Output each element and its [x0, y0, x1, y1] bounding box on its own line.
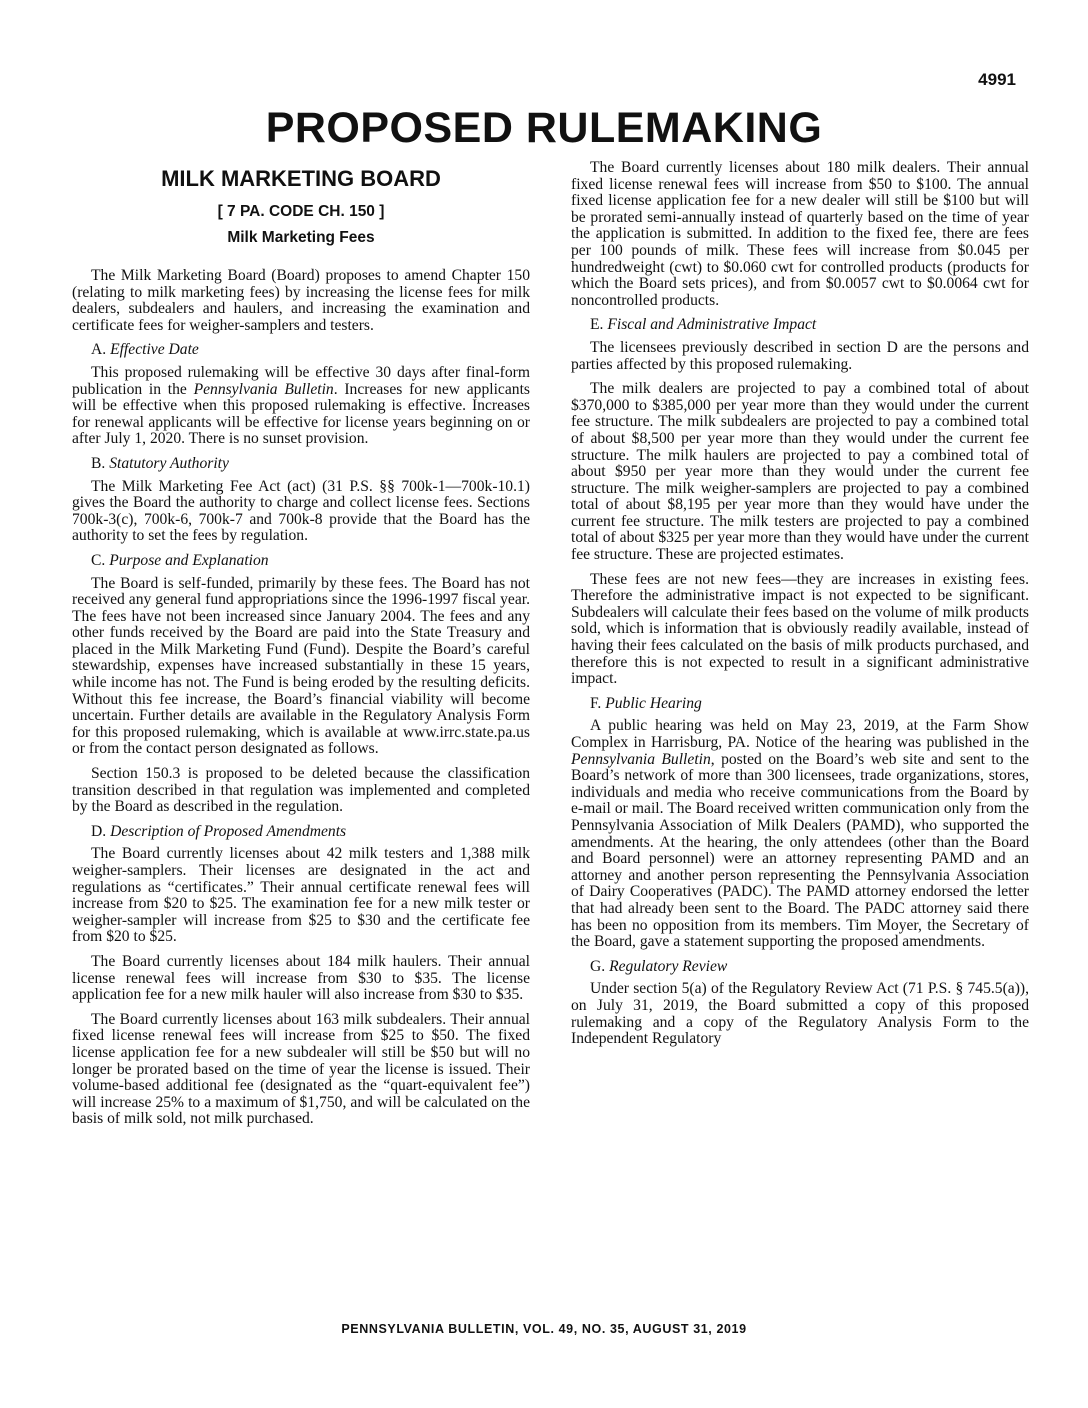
- section-f-paragraph: [571, 718, 1029, 950]
- section-letter: A.: [91, 341, 107, 359]
- text-run: , posted on the Board’s web site and sent to the Board’s network of more than 300 licensees, trade organizations, stores, individuals and media who receive communications from the Board by e-mail or mail. The Board received written communication only from the Pennsylvania Association of Milk Dealers (PAMD), who supported the amendments. At the hearing, the only attendees (other than the Board and Board personnel) were an attorney representing PAMD and an attorney and another person representing the Pennsylvania Association of Dairy Cooperatives (PADC). The PAMD attorney endorsed the letter that had already been sent to the Board. The PADC attorney said there has been no opposition from its members. Tim Moyer, the Secretary of the Board, gave a statement supporting the proposed amendments.: [571, 750, 1029, 951]
- text-run: This proposed rulemaking will be effective 30 days after final-form publication in the: [72, 363, 530, 398]
- section-e-heading: [571, 317, 1029, 334]
- section-title: Effective Date: [110, 341, 199, 359]
- section-title: Statutory Authority: [109, 454, 229, 472]
- publication-name: Pennsylvania Bulletin: [193, 380, 334, 398]
- section-title: Purpose and Explanation: [109, 551, 269, 569]
- text-run: . Increases for new applicants will be effective when this proposed rulemaking is effective. Increases for renewal applicants will be effective for license years beginning on or after July 1, 2020. There is no sunset provision.: [72, 380, 530, 448]
- page-footer: PENNSYLVANIA BULLETIN, VOL. 49, NO. 35, AUGUST 31, 2019: [341, 1322, 747, 1336]
- subject-heading: Milk Marketing Fees: [227, 229, 375, 246]
- section-title: Fiscal and Administrative Impact: [607, 316, 817, 334]
- publication-name: Pennsylvania Bulletin: [571, 750, 711, 768]
- section-d-paragraph-4: The Board currently licenses about 180 milk dealers. Their annual fixed license renewal fees will increase from $50 to $100. The annual fixed license application fee for a new dealer will still be $100 but will be prorated semi-annually instead of quarterly based on the time of year the application is submitted. In addition to the fixed fee, there are fees per 100 pounds of milk. These fees will increase from $0.045 per hundredweight (cwt) to $0.060 cwt for controlled products (products for which the Board sets prices), and from $0.0057 cwt to $0.0064 cwt for noncontrolled products.: [571, 159, 1029, 309]
- section-e-paragraph-2: The milk dealers are projected to pay a combined total of about $370,000 to $385,000 per year more than they would under the current fee structure. The milk subdealers are projected to pay a combined total of about $8,500 per year more than they would under the current fee structure. The milk haulers are projected to pay a combined total of about $950 per year more than they would under the current fee structure. The milk weigher-samplers are projected to pay a combined total of about $8,195 per year more than they would have under the current fee structure. The milk testers are projected to pay a combined total of about $325 per year more than they would have under the current fee structure. These are projected estimates.: [571, 380, 1029, 564]
- section-e-paragraph-1: The licensees previously described in section D are the persons and parties affected by this proposed rulemaking.: [571, 338, 1029, 373]
- section-g-paragraph: Under section 5(a) of the Regulatory Review Act (71 P.S. § 745.5(a)), on July 31, 2019, the Board submitted a copy of this proposed rulemaking and a copy of the Regulatory Analysis Form to the Independent Regulatory: [571, 980, 1029, 1048]
- section-f-heading: [571, 696, 1029, 713]
- section-a-paragraph: [72, 365, 530, 448]
- section-d-paragraph-2: The Board currently licenses about 184 milk haulers. Their annual license renewal fees will increase from $30 to $35. The license application fee for a new milk hauler will also increase from $30 to $35.: [72, 952, 530, 1004]
- section-title: Regulatory Review: [609, 957, 728, 975]
- section-b-heading: [72, 456, 530, 473]
- section-e-paragraph-3: These fees are not new fees—they are increases in existing fees. Therefore the administrative impact is not expected to be significant. Subdealers will calculate their fees based on the volume of milk products sold, which is information that is obviously readily available, instead of having their fees calculated on the basis of milk products purchased, and therefore this is not expected to result in a significant administrative impact.: [571, 570, 1029, 688]
- left-column: [72, 160, 530, 1128]
- section-letter: C.: [91, 551, 106, 569]
- section-c-heading: [72, 553, 530, 570]
- section-d-paragraph-3: The Board currently licenses about 163 milk subdealers. Their annual fixed license renewal fees will increase from $25 to $50. The fixed license application fee for a new subdealer will still be $50 but will no longer be prorated based on the time of year the license is issued. Their volume-based additional fee (designated as the “quart-equivalent fee”) will increase 25% to a maximum of $1,750, and will be calculated on the basis of milk sold, not milk purchased.: [72, 1010, 530, 1128]
- section-c-paragraph-2: Section 150.3 is proposed to be deleted because the classification transition described in that regulation was implemented and completed by the Board as described in the regulation.: [72, 765, 530, 816]
- page-number: 4991: [978, 70, 1016, 89]
- agency-heading: MILK MARKETING BOARD: [161, 166, 441, 191]
- section-title: Description of Proposed Amendments: [110, 822, 347, 840]
- section-d-heading: [72, 824, 530, 841]
- section-d-paragraph-1: The Board currently licenses about 42 milk testers and 1,388 milk weigher-samplers. Their licenses are designated in the act and regulations as “certificates.” Their annual certificate renewal fees will increase from $20 to $25. The examination fee for a new milk tester or weigher-sampler will increase from $25 to $30 and the certificate fee from $20 to $25.: [72, 845, 530, 946]
- right-column: [571, 160, 1029, 1048]
- section-b-paragraph: The Milk Marketing Fee Act (act) (31 P.S. §§ 700k-1—700k-10.1) gives the Board the authority to charge and collect license fees. Sections 700k-3(c), 700k-6, 700k-7 and 700k-8 provide that the Board has the authority to set the fees by regulation.: [72, 477, 530, 545]
- page-title: PROPOSED RULEMAKING: [265, 104, 823, 152]
- section-letter: D.: [91, 822, 107, 840]
- intro-paragraph: The Milk Marketing Board (Board) proposes to amend Chapter 150 (relating to milk marketing fees) by increasing the license fees for milk dealers, subdealers and haulers, and increasing the examination and certificate fees for weigher-samplers and testers.: [72, 267, 530, 334]
- section-g-heading: [571, 959, 1029, 976]
- section-letter: F.: [590, 694, 602, 712]
- section-letter: B.: [91, 454, 106, 472]
- text-run: A public hearing was held on May 23, 2019, at the Farm Show Complex in Harrisburg, PA. Notice of the hearing was published in the: [571, 717, 1029, 751]
- code-citation: [ 7 PA. CODE CH. 150 ]: [217, 203, 385, 220]
- section-title: Public Hearing: [605, 694, 702, 712]
- section-a-heading: [72, 342, 530, 359]
- section-letter: E.: [590, 316, 604, 334]
- section-letter: G.: [590, 957, 606, 975]
- section-c-paragraph-1: The Board is self-funded, primarily by these fees. The Board has not received any general fund appropriations since the 1996-1997 fiscal year. The fees have not been increased since January 2004. The fees and any other funds received by the Board are paid into the State Treasury and placed in the Milk Marketing Fund (Fund). Despite the Board’s careful stewardship, expenses have increased substantially in these 15 years, while income has not. The Fund is being eroded by the resulting deficits. Without this fee increase, the Board’s financial viability will become uncertain. Further details are available in the Regulatory Analysis Form for this proposed rulemaking, which is available at www.irrc.state.pa.us or from the contact person designated as follows.: [72, 574, 530, 758]
